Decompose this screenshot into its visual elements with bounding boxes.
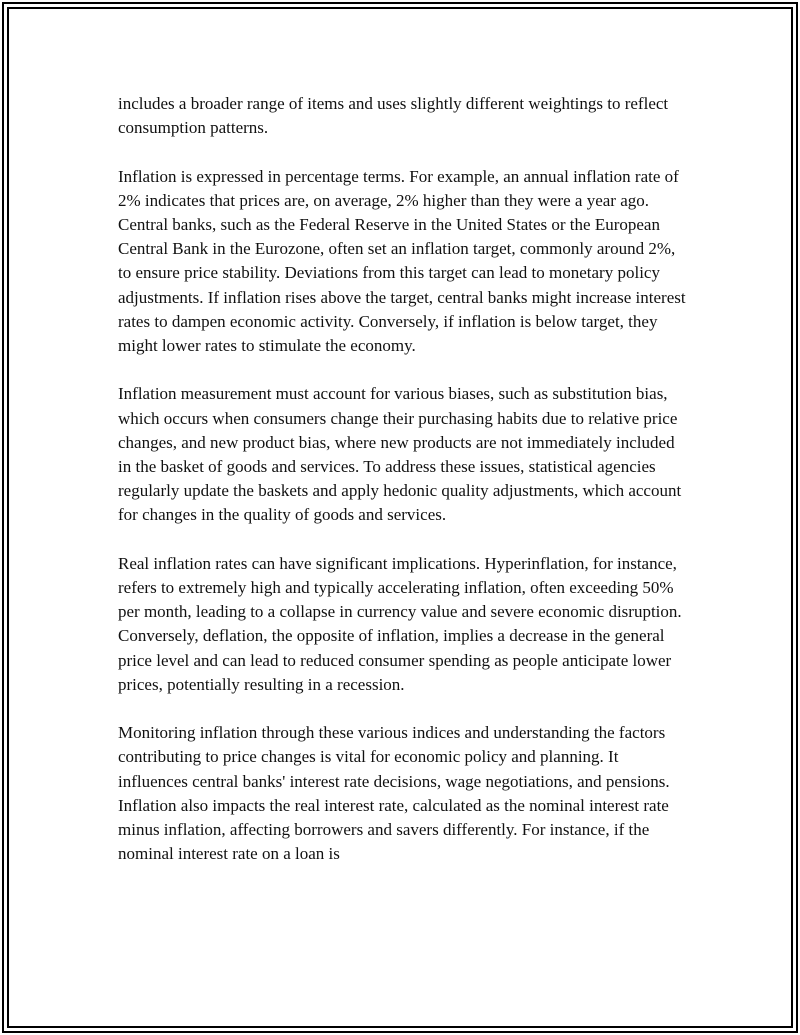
paragraph: Inflation is expressed in percentage terms. For example, an annual inflation rate of 2% indicates that prices are, on average, 2% higher than they were a year ago. Central banks, such as the Federal Reserve in the United States or the European Central Bank in the Eurozone, often set an inflation target, commonly around 2%, to ensure price stability. Deviations from this target can lead to monetary policy adjustments. If inflation rises above the target, central banks might increase interest rates to dampen economic activity. Conversely, if inflation is below target, they might lower rates to stimulate the economy.	[118, 166, 686, 356]
paragraph: Monitoring inflation through these various indices and understanding the factors contributing to price changes is vital for economic policy and planning. It influences central banks' interest rate decisions, wage negotiations, and pensions. Inflation also impacts the real interest rate, calculated as the nominal interest rate minus inflation, affecting borrowers and savers differently. For instance, if the nominal interest rate on a loan is	[118, 723, 670, 864]
document-body	[118, 92, 690, 891]
paragraph: includes a broader range of items and uses slightly different weightings to reflect consumption patterns.	[118, 94, 669, 138]
paragraph: Inflation measurement must account for various biases, such as substitution bias, which occurs when consumers change their purchasing habits due to relative price changes, and new product bias, where new products are not immediately included in the basket of goods and services. To address these issues, statistical agencies regularly update the baskets and apply hedonic quality adjustments, which account for changes in the quality of goods and services.	[118, 384, 682, 525]
paragraph: Real inflation rates can have significant implications. Hyperinflation, for instance, refers to extremely high and typically accelerating inflation, often exceeding 50% per month, leading to a collapse in currency value and severe economic disruption. Conversely, deflation, the opposite of inflation, implies a decrease in the general price level and can lead to reduced consumer spending as people anticipate lower prices, potentially resulting in a recession.	[118, 553, 682, 694]
